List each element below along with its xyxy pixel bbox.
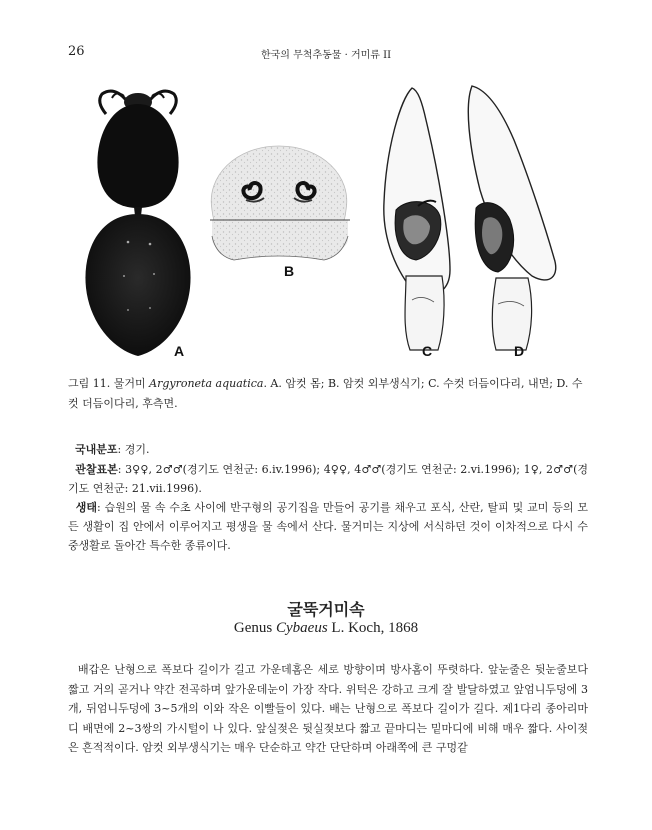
- figure-caption: [68, 374, 588, 414]
- genus-name: Cybaeus: [276, 620, 328, 636]
- specimens-text: : 3♀♀, 2♂♂(경기도 연천군: 6.iv.1996); 4♀♀, 4♂♂(경기도 연천군: 2.vi.1996); 1♀, 2♂♂(경기도 연천군: 21.vii.1996).: [68, 463, 588, 495]
- specimens-paragraph: [68, 460, 588, 498]
- female-body-illustration: [85, 91, 190, 356]
- ecology-text: : 습원의 물 속 수초 사이에 반구형의 공기집을 만들어 공기를 채우고 포식, 산란, 탈피 및 교미 등의 모든 생활이 집 안에서 이루어지고 평생을 물 속에서 산다. 물거미는 지상에 서식하던 것이 이차적으로 다시 수중생활로 돌아간 특수한 종류이다.: [68, 501, 588, 552]
- specimens-label: 관찰표본: [75, 463, 118, 476]
- male-palp-retrolateral-view-illustration: [468, 86, 555, 350]
- caption-suffix: . A. 암컷 몸; B. 암컷 외부생식기; C. 수컷 더듬이다리, 내면; D. 수컷 더듬이다리, 후측면.: [68, 377, 583, 410]
- distribution-label: 국내분포: [75, 443, 118, 456]
- male-palp-inner-view-illustration: [384, 88, 450, 350]
- caption-prefix: 그림 11. 물거미: [68, 377, 150, 390]
- running-head: 한국의 무척추동물 · 거미류 II: [260, 50, 392, 61]
- genus-prefix: Genus: [233, 620, 276, 636]
- female-epigynum-illustration: [210, 146, 350, 260]
- ecology-label: 생태: [75, 501, 98, 514]
- genus-author: L. Koch, 1868: [327, 620, 419, 636]
- ecology-paragraph: [68, 498, 588, 555]
- distribution-text: : 경기.: [117, 443, 150, 456]
- genus-description-paragraph: 배갑은 난형으로 폭보다 길이가 길고 가운데홈은 세로 방향이며 방사홈이 뚜렷하다. 앞눈줄은 뒷눈줄보다 짧고 거의 곧거나 약간 전곡하며 앞가운데눈이 가장 작다. 위턱은 강하고 크게 잘 발달하였고 앞엄니두덩에 3개, 뒤엄니두덩에 3~5개의 이와 작은 이빨들이 있다. 배는 난형으로 폭보다 길이가 길다. 제1다리 종아리마디 배면에 2~3쌍의 가시털이 나 있다. 앞실젖은 뒷실젖보다 짧고 끝마디는 밑마디에 비해 매우 짧다. 사이젖은 흔적적이다. 암컷 외부생식기는 매우 단순하고 약간 단단하며 아래쪽에 큰 구멍같: [68, 663, 588, 754]
- distribution-paragraph: [68, 440, 588, 459]
- figure-plate: [66, 80, 586, 365]
- page-number: 26: [68, 44, 85, 59]
- figure-label-c: C: [422, 343, 433, 359]
- genus-heading-korean: 굴뚝거미속: [287, 600, 365, 619]
- figure-label-b: B: [284, 263, 295, 279]
- figure-label-a: A: [174, 343, 185, 359]
- genus-heading-latin: [0, 620, 652, 637]
- caption-species: Argyroneta aquatica: [149, 377, 264, 390]
- figure-label-d: D: [514, 343, 525, 359]
